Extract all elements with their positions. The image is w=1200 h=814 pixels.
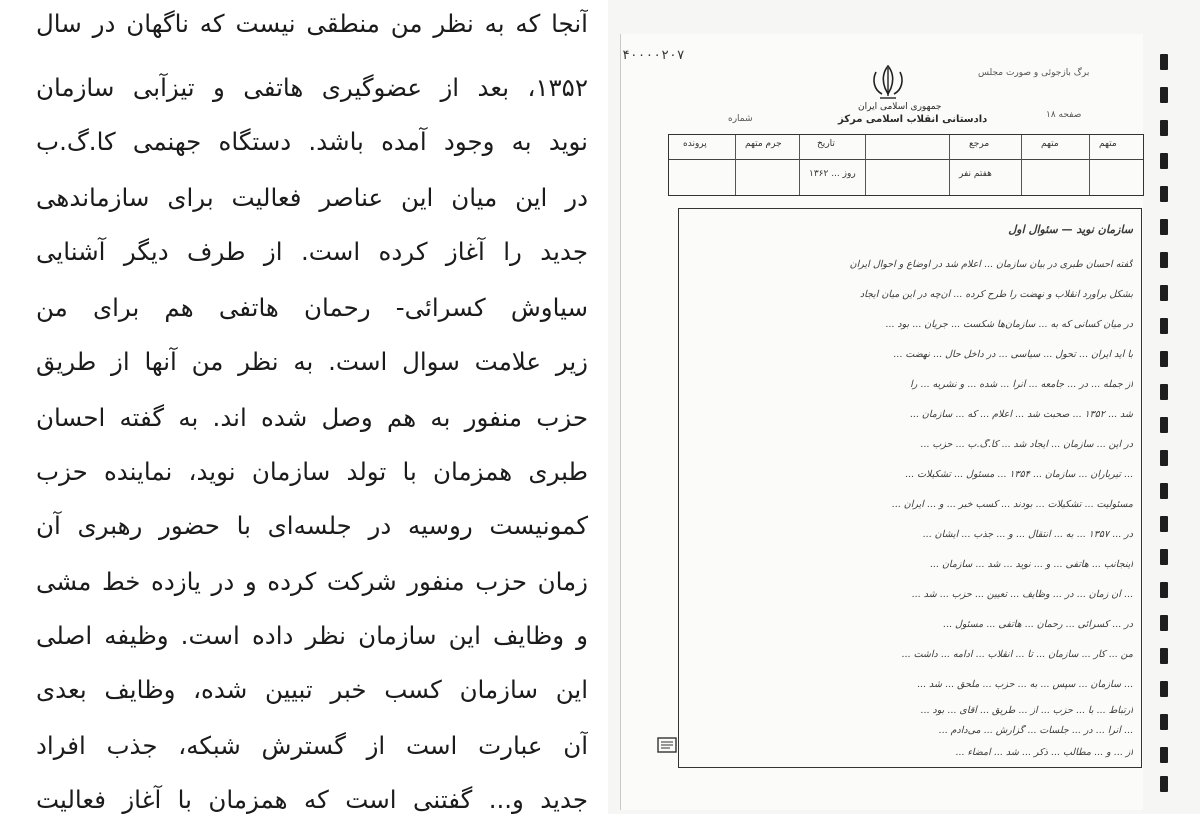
article-line: آن عبارت است از گسترش شبکه، جذب افراد (36, 731, 588, 760)
document-header-table (668, 134, 1144, 196)
handwritten-line: از جمله ... در ... جامعه ... آنرا ... شده ... و نشریه ... را (910, 379, 1133, 390)
table-value: هفتم نفر (959, 169, 992, 179)
article-line: حزب منفور به هم وصل شده اند. به گفته احسان (36, 403, 588, 432)
perforation (1160, 681, 1168, 697)
handwritten-line: در ... کسرائی ... رحمان ... هاتفی ... مسئول ... (942, 619, 1133, 630)
article-line: جدید را آغاز کرده است. از طرف دیگر آشنایی (36, 237, 588, 266)
table-divider (1089, 135, 1090, 195)
article-line: و وظایف این سازمان نظر داده است. وظیفه اصلی (36, 621, 588, 650)
scanned-document-image (608, 0, 1200, 814)
article-line: کمونیست روسیه در جلسه‌ای با حضور رهبری آن (36, 511, 588, 540)
perforation (1160, 776, 1168, 792)
article-line: ۱۳۵۲، بعد از عضوگیری هاتفی و تیزآبی سازمان (36, 73, 588, 102)
perforation (1160, 120, 1168, 136)
fingerprint-stamp-icon (656, 734, 678, 756)
table-divider (865, 135, 866, 195)
handwritten-line: ... سازمان ... سپس ... به ... حزب ... ملحق ... شد ... (916, 679, 1133, 690)
handwritten-line: شد ... ۱۳۵۲ ... صحبت شد ... اعلام ... که ... سازمان ... (909, 409, 1133, 420)
perforation (1160, 516, 1168, 532)
handwritten-line: با آید ایران ... تحول ... سیاسی ... در داخل حال ... نهضت ... (893, 349, 1133, 360)
perforation (1160, 318, 1168, 334)
perforation (1160, 186, 1168, 202)
perforation (1160, 549, 1168, 565)
table-header-cell: جرم متهم (745, 139, 782, 149)
handwritten-line: بشکل برآورد انقلاب و نهضت را طرح کرده ... آن‌چه در این میان ایجاد (859, 289, 1133, 300)
perforation (1160, 747, 1168, 763)
page-label: صفحه ۱۸ (1046, 110, 1082, 120)
handwritten-line: ... آنرا ... در ... جلسات ... گزارش ... می‌دادم ... (938, 725, 1133, 736)
article-line: این سازمان کسب خبر تبیین شده، وظایف بعدی (36, 675, 588, 704)
article-line: زمان حزب منفور شرکت کرده و در یازده خط مشی (36, 567, 588, 596)
header-org-line-1: جمهوری اسلامی ایران (858, 102, 942, 112)
table-divider (735, 135, 736, 195)
perforation (1160, 384, 1168, 400)
handwritten-line: از ... و ... مطالب ... ذکر ... شد ... امضاء ... (955, 747, 1133, 758)
perforation (1160, 483, 1168, 499)
article-line: در این میان این عناصر فعالیت برای سازماندهی (36, 183, 588, 212)
perforation (1160, 87, 1168, 103)
iran-emblem-icon (866, 62, 910, 102)
handwritten-heading: سازمان نوید — سئوال اول (1008, 223, 1133, 236)
article-text-column (0, 0, 596, 814)
article-line: نوید به وجود آمده باشد. دستگاه جهنمی کا.گ.ب (36, 127, 588, 156)
film-strip-perforations (1160, 54, 1172, 794)
header-org-line-2: دادستانی انقلاب اسلامی مرکز (838, 114, 988, 125)
handwritten-statement-box (678, 208, 1142, 768)
handwritten-line: در این ... سازمان ... ایجاد شد ... کا.گ.ب ... حزب ... (920, 439, 1133, 450)
table-header-cell: مرجع (969, 139, 990, 149)
article-line: آنجا که به نظر من منطقی نیست که ناگهان در سال (36, 9, 588, 38)
perforation (1160, 351, 1168, 367)
handwritten-line: مسئولیت ... تشکیلات ... بودند ... کسب خبر ... و ... ایران ... (891, 499, 1133, 510)
form-title: برگ بازجوئی و صورت مجلس (978, 68, 1090, 78)
perforation (1160, 648, 1168, 664)
article-line: سیاوش کسرائی- رحمان هاتفی هم برای من (36, 293, 588, 322)
perforation (1160, 54, 1168, 70)
table-value: روز ... ۱۳۶۲ (809, 169, 856, 179)
perforation (1160, 219, 1168, 235)
article-line: جدید و... گفتنی است که همزمان با آغاز فعالیت (36, 785, 588, 814)
handwritten-line: ... آن زمان ... در ... وظایف ... تعیین ... حزب ... شد ... (911, 589, 1133, 600)
perforation (1160, 417, 1168, 433)
table-divider (1021, 135, 1022, 195)
perforation (1160, 582, 1168, 598)
table-divider (949, 135, 950, 195)
perforation (1160, 450, 1168, 466)
perforation (1160, 714, 1168, 730)
handwritten-line: ... تیرباران ... سازمان ... ۱۳۵۴ ... مسئول ... تشکیلات ... (905, 469, 1133, 480)
perforation (1160, 285, 1168, 301)
table-header-cell: متهم (1099, 139, 1117, 149)
table-header-row (669, 135, 1143, 160)
number-label: شماره (728, 114, 753, 124)
perforation (1160, 153, 1168, 169)
perforation (1160, 252, 1168, 268)
handwritten-line: ارتباط ... با ... حزب ... از ... طریق ... آقای ... بود ... (920, 705, 1133, 716)
document-number: ۴۰۰۰۰۲۰۷ (622, 48, 685, 63)
article-line: زیر علامت سوال است. به نظر من آنها از طریق (36, 347, 588, 376)
article-line: طبری همزمان با تولد سازمان نوید، نماینده حزب (36, 457, 588, 486)
table-header-cell: تاریخ (817, 139, 835, 149)
handwritten-line: در ... ۱۳۵۷ ... به ... انتقال ... و ... جذب ... ایشان ... (922, 529, 1133, 540)
table-header-cell: پرونده (683, 139, 707, 149)
perforation (1160, 615, 1168, 631)
handwritten-line: گفته احسان طبری در بیان سازمان ... اعلام شد در اوضاع و احوال ایران (849, 259, 1133, 270)
handwritten-line: اینجانب ... هاتفی ... و ... نوید ... شد ... سازمان ... (929, 559, 1133, 570)
handwritten-line: من ... کار ... سازمان ... تا ... انقلاب ... ادامه ... داشت ... (901, 649, 1133, 660)
handwritten-line: در میان کسانی که به ... سازمان‌ها شکست ... جریان ... بود ... (885, 319, 1133, 330)
table-divider (799, 135, 800, 195)
table-header-cell: متهم (1041, 139, 1059, 149)
